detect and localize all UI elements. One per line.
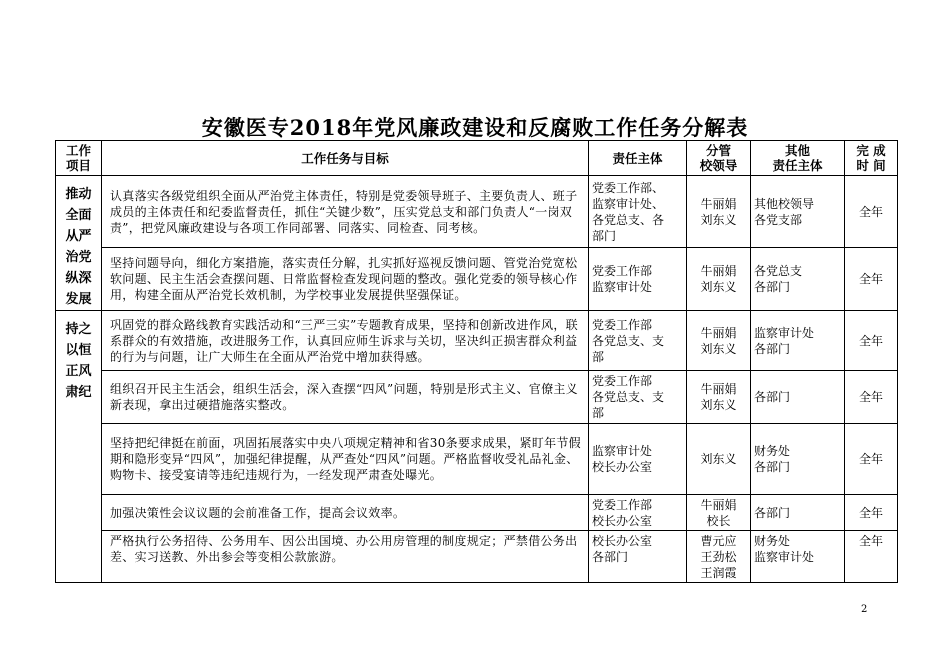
- leader-cell: 牛丽娟 刘东义: [687, 371, 751, 424]
- others-cell: 各部门: [751, 495, 845, 531]
- time-cell: 全年: [845, 371, 898, 424]
- unit-cell: 党委工作部 监察审计处: [589, 248, 687, 311]
- task-cell: 严格执行公务招待、公务用车、因公出国境、办公用房管理的制度规定；严禁借公务出差、实习送教、外出参会等变相公款旅游。: [102, 531, 589, 583]
- table-row: [56, 531, 898, 583]
- header-row: [56, 141, 898, 176]
- header-others: 其他 责任主体: [751, 141, 845, 176]
- unit-cell: 党委工作部 各党总支、支 部: [589, 371, 687, 424]
- document-title: 安徽医专2018年党风廉政建设和反腐败工作任务分解表: [201, 115, 749, 140]
- table-row: [56, 176, 898, 248]
- unit-cell: 党委工作部 各党总支、支 部: [589, 311, 687, 371]
- table-row: [56, 248, 898, 311]
- others-cell: 各党总支 各部门: [751, 248, 845, 311]
- table-row: [56, 371, 898, 424]
- table-row: [56, 311, 898, 371]
- others-cell: 监察审计处 各部门: [751, 311, 845, 371]
- leader-cell: 牛丽娟 刘东义: [687, 311, 751, 371]
- unit-cell: 监察审计处 校长办公室: [589, 424, 687, 495]
- time-cell: 全年: [845, 531, 898, 583]
- category-cell: 推动 全面 从严 治党 纵深 发展: [56, 176, 102, 311]
- leader-cell: 曹元应 王劲松 王润霞: [687, 531, 751, 583]
- time-cell: 全年: [845, 495, 898, 531]
- time-cell: 全年: [845, 424, 898, 495]
- task-cell: 坚持问题导向，细化方案措施，落实责任分解，扎实抓好巡视反馈问题、管党治党宽松软问题、民主生活会查摆问题、日常监督检查发现问题的整改。强化党委的领导核心作用，构建全面从严治党长效机制，为学校事业发展提供坚强保证。: [102, 248, 589, 311]
- time-cell: 全年: [845, 248, 898, 311]
- leader-cell: 刘东义: [687, 424, 751, 495]
- others-cell: 财务处 各部门: [751, 424, 845, 495]
- task-cell: 巩固党的群众路线教育实践活动和“三严三实”专题教育成果，坚持和创新改进作风，联系群众的有效措施，改进服务工作，认真回应师生诉求与关切，坚决纠正损害群众利益的行为与问题，让广大师生在全面从严治党中增加获得感。: [102, 311, 589, 371]
- category-cell: 持之 以恒 正风 肃纪: [56, 311, 102, 583]
- unit-cell: 党委工作部 校长办公室: [589, 495, 687, 531]
- others-cell: 各部门: [751, 371, 845, 424]
- time-cell: 全年: [845, 311, 898, 371]
- others-cell: 其他校领导 各党支部: [751, 176, 845, 248]
- header-time: 完 成 时 间: [845, 141, 898, 176]
- leader-cell: 牛丽娟 校长: [687, 495, 751, 531]
- task-cell: 组织召开民主生活会，组织生活会，深入查摆“四风”问题，特别是形式主义、官僚主义新表现，拿出过硬措施落实整改。: [102, 371, 589, 424]
- header-task: 工作任务与目标: [102, 141, 589, 176]
- unit-cell: 党委工作部、 监察审计处、 各党总支、各 部门: [589, 176, 687, 248]
- leader-cell: 牛丽娟 刘东义: [687, 248, 751, 311]
- task-cell: 加强决策性会议议题的会前准备工作，提高会议效率。: [102, 495, 589, 531]
- unit-cell: 校长办公室 各部门: [589, 531, 687, 583]
- task-table: [55, 140, 898, 583]
- task-cell: 认真落实各级党组织全面从严治党主体责任，特别是党委领导班子、主要负责人、班子成员的主体责任和纪委监督责任，抓住“关键少数”，压实党总支和部门负责人“一岗双责”，把党风廉政建设与各项工作同部署、同落实、同检查、同考核。: [102, 176, 589, 248]
- time-cell: 全年: [845, 176, 898, 248]
- leader-cell: 牛丽娟 刘东义: [687, 176, 751, 248]
- header-unit: 责任主体: [589, 141, 687, 176]
- header-leader: 分管 校领导: [687, 141, 751, 176]
- page-number: 2: [861, 604, 868, 615]
- header-project: 工作 项目: [56, 141, 102, 176]
- others-cell: 财务处 监察审计处: [751, 531, 845, 583]
- task-cell: 坚持把纪律挺在前面，巩固拓展落实中央八项规定精神和省30条要求成果，紧盯年节假期和隐形变异“四风”，加强纪律提醒，从严查处“四风”问题。严格监督收受礼品礼金、购物卡、接受宴请等违纪违规行为，一经发现严肃查处曝光。: [102, 424, 589, 495]
- table-row: [56, 495, 898, 531]
- table-row: [56, 424, 898, 495]
